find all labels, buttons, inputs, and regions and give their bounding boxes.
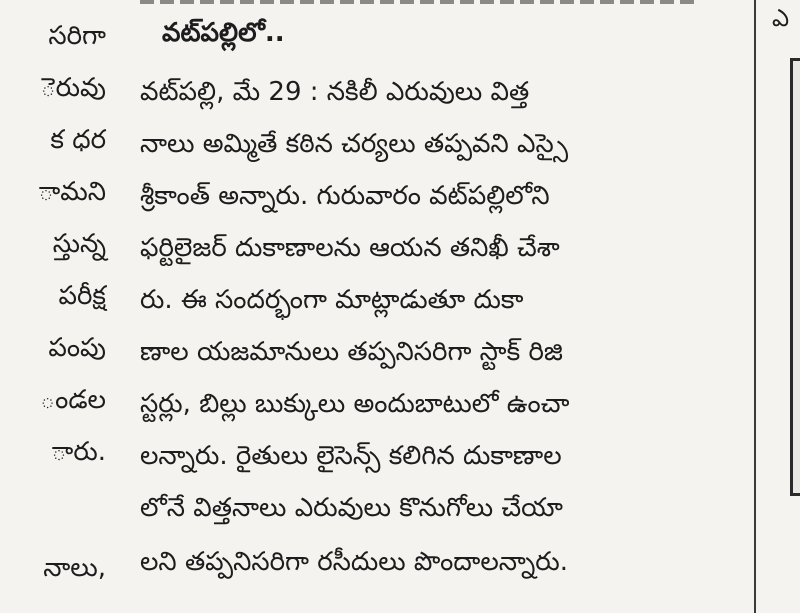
left-column-line: ామని: [38, 177, 106, 207]
article-line: రు. ఈ సందర్భంగా మాట్లాడుతూ దుకా: [140, 285, 524, 315]
column-divider: [754, 0, 756, 613]
article-line: లన్నారు. రైతులు లైసెన్స్ కలిగిన దుకాణాల: [140, 441, 562, 471]
left-column-line: పంపు: [48, 333, 106, 363]
left-column-line: ెరువు: [40, 73, 106, 103]
article-line: వట్‌పల్లి, మే 29 : నకిలీ ఎరువులు విత్త: [140, 77, 530, 107]
article-line: లోనే విత్తనాలు ఎరువులు కొనుగోలు చేయా: [140, 493, 563, 523]
article-line: శ్రీకాంత్ అన్నారు. గురువారం వట్‌పల్లిలోని: [140, 181, 550, 211]
article-line: నాలు అమ్మితే కఠిన చర్యలు తప్పవని ఎస్సై: [140, 129, 569, 159]
left-column-line: క ధర: [50, 125, 106, 155]
left-column-line: నాలు,: [43, 553, 106, 583]
article-headline: వట్‌పల్లిలో..: [162, 18, 285, 48]
previous-line-fragment: [140, 0, 700, 4]
left-column-line: ారు.: [51, 437, 106, 467]
article-line: ణాల యజమానులు తప్పనిసరిగా స్టాక్ రిజి: [140, 337, 563, 367]
left-column: [0, 0, 112, 613]
article-column: [140, 0, 740, 613]
left-column-line: ండల: [40, 385, 106, 415]
left-column-line: పరీక్ష: [58, 281, 106, 311]
article-line: ఫర్టిలైజర్ దుకాణాలను ఆయన తనిఖీ చేశా: [140, 233, 560, 263]
photo-frame: [790, 58, 800, 496]
right-column: [760, 0, 800, 613]
article-line: స్టర్లు, బిల్లు బుక్కులు అందుబాటులో ఉంచా: [140, 389, 570, 419]
right-column-glyph: ఎ: [772, 4, 790, 32]
article-line: లని తప్పనిసరిగా రసీదులు పొందాలన్నారు.: [140, 547, 568, 577]
left-column-line: స్తున్న: [52, 229, 106, 259]
left-column-line: సరిగా: [48, 21, 106, 51]
